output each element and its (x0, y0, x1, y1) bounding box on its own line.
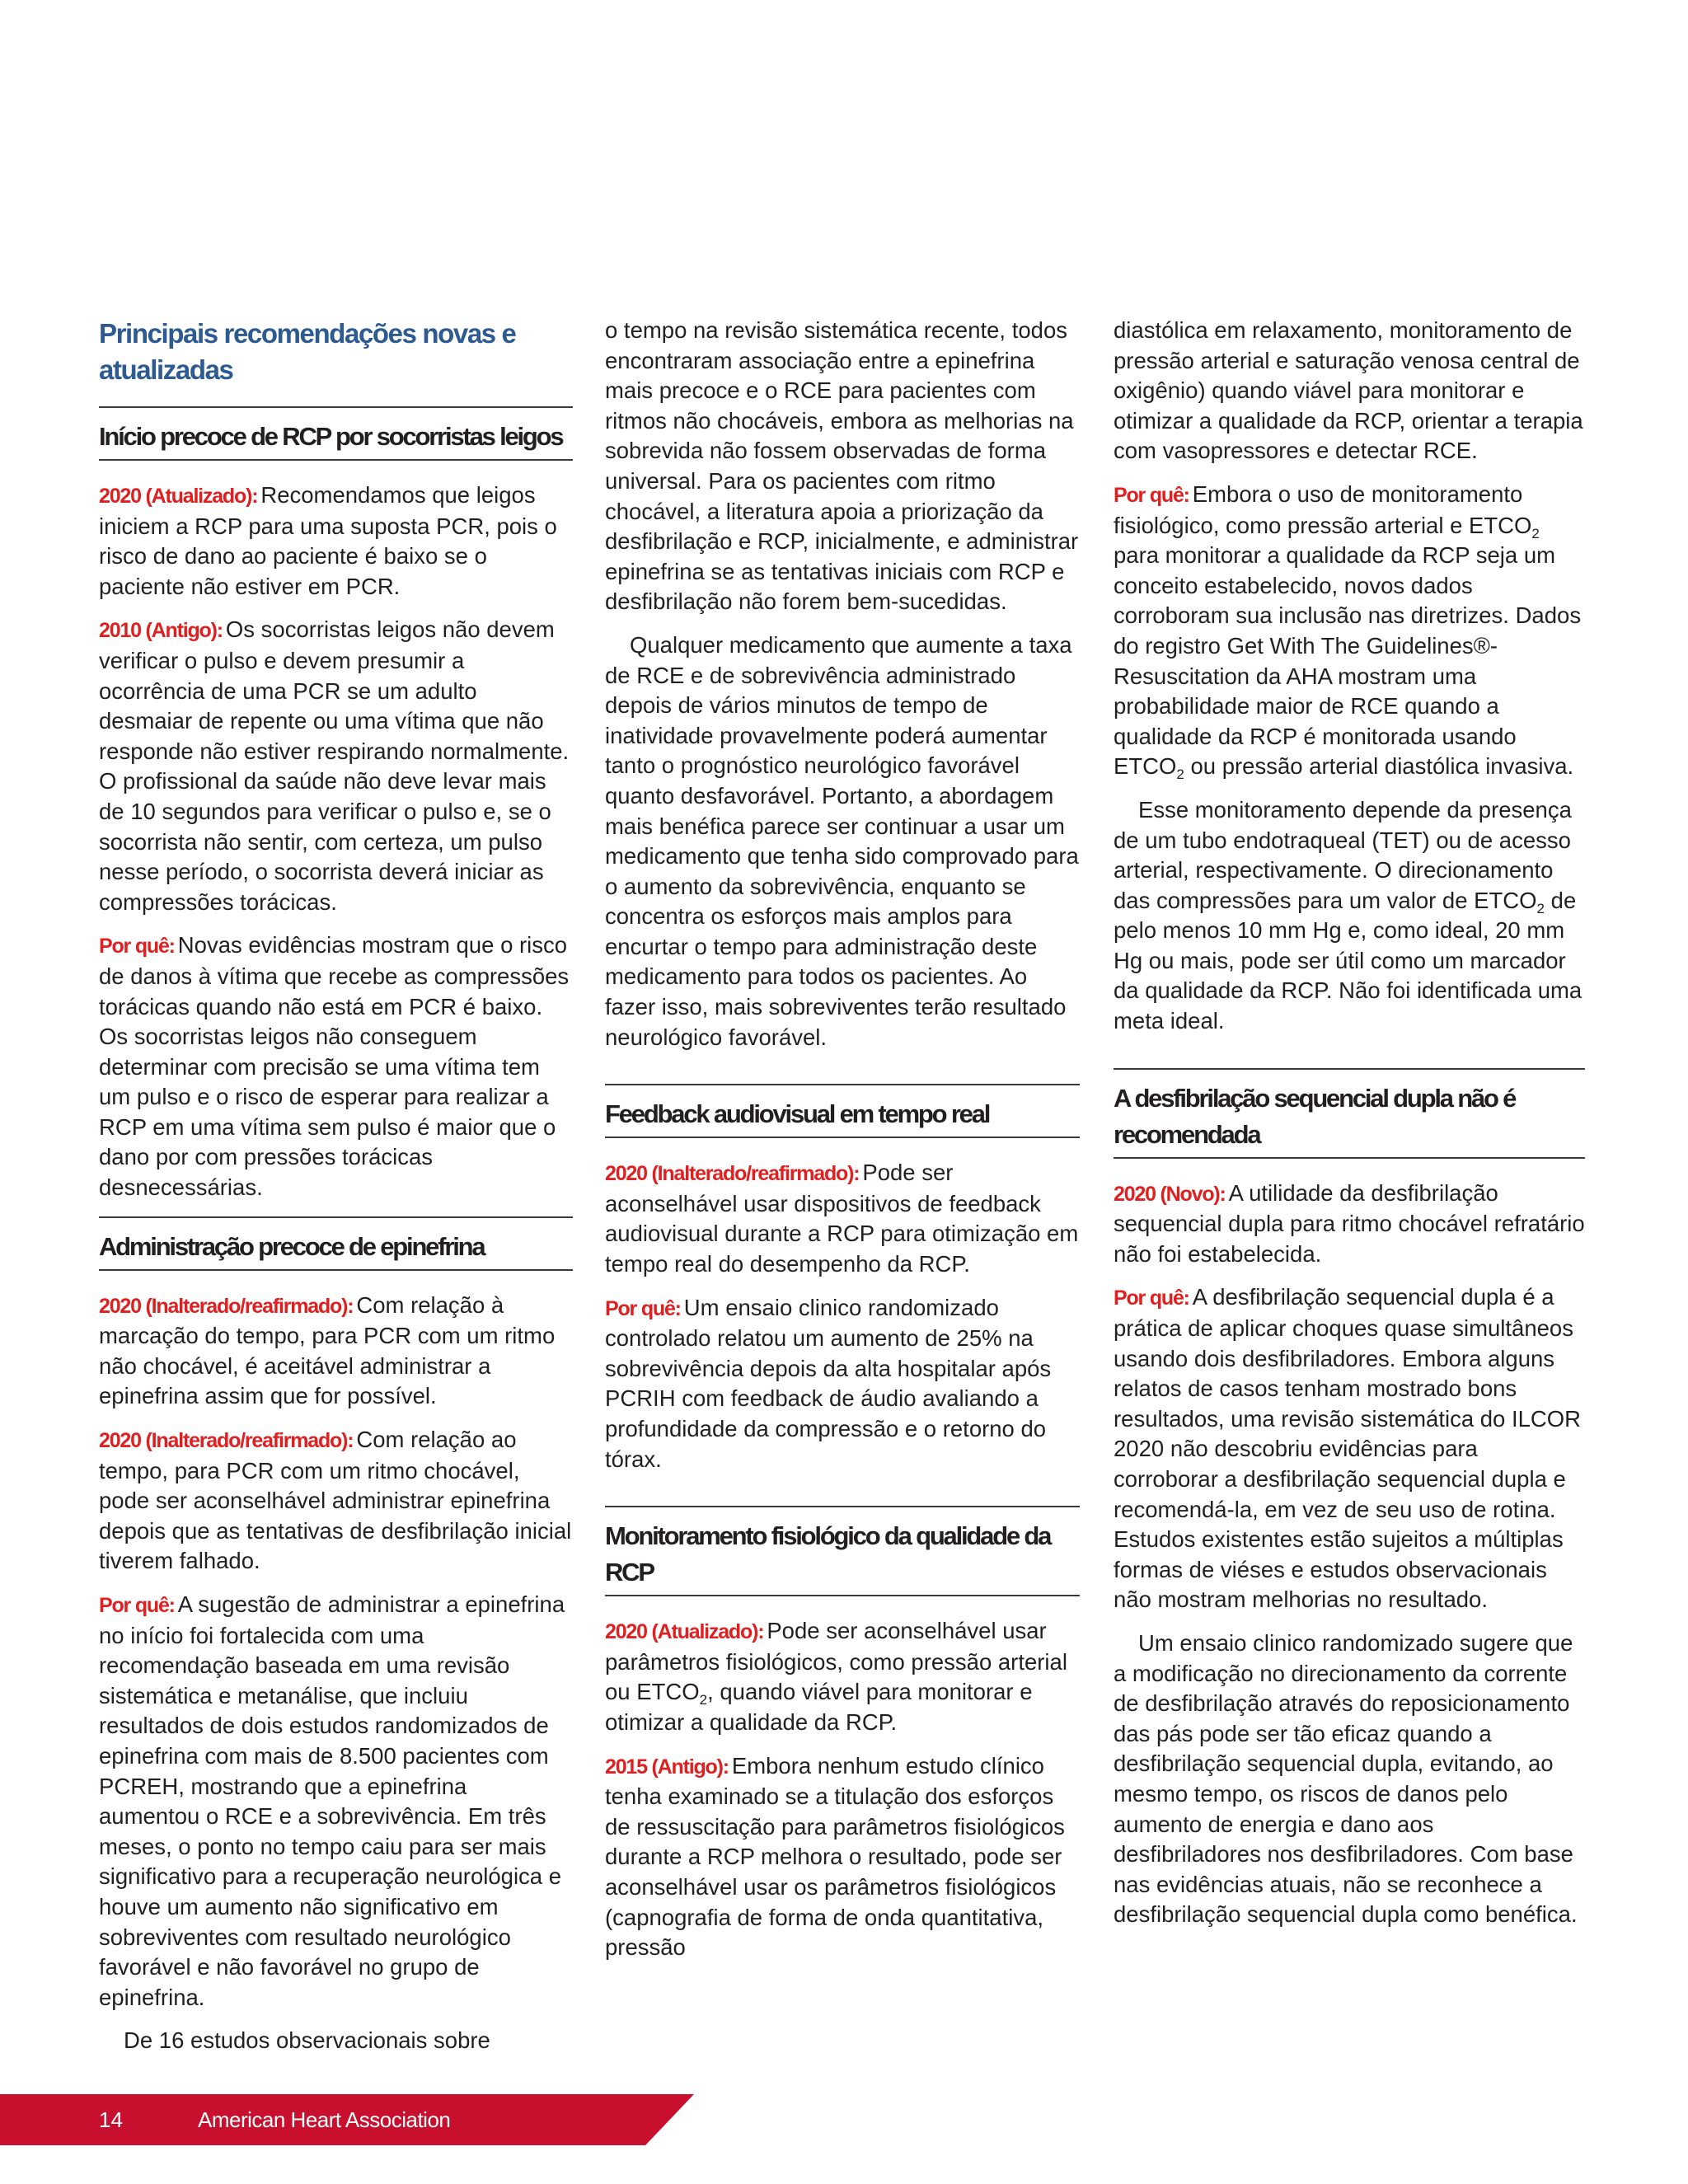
spacer (605, 1066, 1080, 1084)
paragraph-text: Embora o uso de monitoramento fisiológico, como pressão arterial e $ETCO_2$ para monitorar a qualidade da RCP seja um conceito estabelecido, novos dados corroboram sua inclusão nas diretrizes. Dados do registro Get With The Guidelines®-Resuscitation da AHA mostram uma probabilidade maior de RCE quando a qualidade da RCP é monitorada usando $ETCO_2$ ou pressão arterial diastólica invasiva. (1114, 480, 1582, 783)
paragraph-text: Com relação ao tempo, para PCR com um ritmo chocável, pode ser aconselhável administrar epinefrina depois que as tentativas de desfibrilação inicial tiverem falhado. (99, 1427, 572, 1574)
recommendation-paragraph (99, 1590, 573, 2013)
recommendation-paragraph (605, 1616, 1080, 1737)
recommendation-tag: 2020 (Inalterado/reafirmado): (605, 1162, 860, 1186)
section-heading (605, 1506, 1080, 1596)
paragraph-text: Recomendamos que leigos iniciem a RCP para uma suposta PCR, pois o risco de dano ao paciente é baixo se o paciente não estiver em PCR. (99, 482, 557, 599)
recommendation-tag: 2015 (Antigo): (605, 1755, 729, 1779)
recommendation-paragraph (1114, 480, 1585, 782)
recommendation-paragraph (99, 480, 573, 602)
column-1 (99, 316, 573, 2069)
body-paragraph: diastólica em relaxamento, monitoramento de pressão arterial e saturação venosa central de oxigênio) quando viável para monitorar e otimizar a qualidade da RCP, orientar a terapia com vasopressores e detectar RCE. (1114, 317, 1583, 464)
recommendation-paragraph (605, 1293, 1080, 1475)
section-heading (605, 1084, 1080, 1138)
recommendation-paragraph (99, 615, 573, 917)
recommendation-tag: Por quê: (99, 1594, 175, 1617)
section-heading (99, 406, 573, 461)
recommendation-paragraph (605, 1158, 1080, 1279)
body-paragraph: De 16 estudos observacionais sobre (124, 2027, 490, 2054)
paragraph-text: Um ensaio clinico randomizado controlado relatou um aumento de 25% na sobrevivência depois da alta hospitalar após PCRIH com feedback de áudio avaliando a profundidade da compressão e o retorno do tórax. (605, 1294, 1052, 1472)
body-paragraph: Esse monitoramento depende da presença de um tubo endotraqueal (TET) ou de acesso arterial, respectivamente. O direcionamento das compressões para um valor de $ETCO_2$ de pelo menos 10 mm Hg e, como ideal, 20 mm Hg ou mais, pode ser útil como um marcador da qualidade da RCP. Não foi identificada uma meta ideal. (1114, 796, 1582, 1034)
recommendation-tag: 2020 (Novo): (1114, 1182, 1226, 1206)
recommendation-tag: 2020 (Atualizado): (99, 485, 258, 508)
section-heading-text: Início precoce de RCP por socorristas leigos (99, 422, 563, 451)
section-heading-text: Feedback audiovisual em tempo real (605, 1099, 990, 1129)
recommendation-paragraph (99, 930, 573, 1202)
recommendation-paragraph (99, 1425, 573, 1577)
recommendation-tag: 2020 (Atualizado): (605, 1620, 764, 1644)
recommendation-tag: 2020 (Inalterado/reafirmado): (99, 1429, 354, 1453)
recommendation-tag: Por quê: (1114, 483, 1189, 507)
footer-organization: American Heart Association (198, 2107, 451, 2132)
recommendation-tag: 2020 (Inalterado/reafirmado): (99, 1294, 354, 1318)
paragraph-text: Novas evidências mostram que o risco de danos à vítima que recebe as compressões torácicas quando não está em PCR é baixo. Os socorristas leigos não conseguem determinar com precisão se uma vítima tem um pulso e o risco de esperar para realizar a RCP em uma vítima sem pulso é maior que o dano por com pressões torácicas desnecessárias. (99, 932, 570, 1201)
recommendation-tag: Por quê: (99, 935, 175, 958)
paragraph-text: Pode ser aconselhável usar parâmetros fisiológicos, como pressão arterial ou $ETCO_2$, quando viável para monitorar e otimizar a qualidade da RCP. (605, 1618, 1067, 1735)
recommendation-tag: Por quê: (605, 1296, 681, 1320)
paragraph-text: A desfibrilação sequencial dupla é a prática de aplicar choques quase simultâneos usando dois desfibriladores. Embora alguns relatos de casos tenham mostrado bons resultados, uma revisão sistemática do ILCOR 2020 não descobriu evidências para corroborar a desfibrilação sequencial dupla e recomendá-la, em vez de seu uso de rotina. Estudos existentes estão sujeitos a múltiplas formas de viéses e estudos observacionais não mostram melhorias no resultado. (1114, 1284, 1582, 1613)
section-heading-text: A desfibrilação sequencial dupla não é recomendada (1114, 1083, 1516, 1149)
section-heading (99, 1216, 573, 1271)
column-2 (605, 316, 1080, 1976)
paragraph-text: Com relação à marcação do tempo, para PCR com um ritmo não chocável, é aceitável administrar a epinefrina assim que for possível. (99, 1291, 556, 1409)
recommendation-paragraph (605, 1751, 1080, 1963)
column-3 (1114, 316, 1585, 1943)
page-number: 14 (99, 2107, 123, 2132)
section-heading-text: Administração precoce de epinefrina (99, 1231, 485, 1261)
recommendation-paragraph (1114, 1282, 1585, 1615)
recommendation-tag: 2010 (Antigo): (99, 619, 223, 643)
paragraph-text: A utilidade da desfibrilação sequencial dupla para ritmo chocável refratário não foi estabelecida. (1114, 1179, 1585, 1267)
spacer (1114, 1050, 1585, 1068)
body-paragraph: Qualquer medicamento que aumente a taxa de RCE e de sobrevivência administrado depois de vários minutos de tempo de inatividade provavelmente poderá aumentar tanto o prognóstico neurológico favorável quanto desfavorável. Portanto, a abordagem mais benéfica parece ser continuar a usar um medicamento que tenha sido comprovado para o aumento da sobrevivência, enquanto se concentra os esforços mais amplos para encurtar o tempo para administração deste medicamento para todos os pacientes. Ao fazer isso, mais sobreviventes terão resultado neurológico favorável. (605, 631, 1079, 1050)
paragraph-text: Pode ser aconselhável usar dispositivos de feedback audiovisual durante a RCP para otimização em tempo real do desempenho da RCP. (605, 1160, 1079, 1277)
spacer (605, 1488, 1080, 1506)
section-heading-text: Monitoramento fisiológico da qualidade da RCP (605, 1521, 1051, 1587)
paragraph-text: A sugestão de administrar a epinefrina no início foi fortalecida com uma recomendação baseada em uma revisão sistemática e metanálise, que incluiu resultados de dois estudos randomizados de epinefrina com mais de 8.500 pacientes com PCREH, mostrando que a epinefrina aumentou o RCE e a sobrevivência. Em três meses, o ponto no tempo caiu para ser mais significativo para a recuperação neurológica e houve um aumento não significativo em sobreviventes com resultado neurológico favorável e não favorável no grupo de epinefrina. (99, 1591, 565, 2010)
recommendation-tag: Por quê: (1114, 1286, 1189, 1310)
paragraph-text: Embora nenhum estudo clínico tenha examinado se a titulação dos esforços de ressuscitação para parâmetros fisiológicos durante a RCP melhora o resultado, pode ser aconselhável usar os parâmetros fisiológicos (capnografia de forma de onda quantitativa, pressão (605, 1752, 1065, 1961)
section-heading (1114, 1068, 1585, 1159)
recommendation-paragraph (99, 1291, 573, 1412)
paragraph-text: Os socorristas leigos não devem verificar o pulso e devem presumir a ocorrência de uma PCR se um adulto desmaiar de repente ou uma vítima que não responde não estiver respirando normalmente. O profissional da saúde não deve levar mais de 10 segundos para verificar o pulso e, se o socorrista não sentir, com certeza, um pulso nesse período, o socorrista deverá iniciar as compressões torácicas. (99, 616, 570, 915)
recommendation-paragraph (1114, 1179, 1585, 1270)
body-paragraph: Um ensaio clinico randomizado sugere que a modificação no direcionamento da corrente de desfibrilação através do reposicionamento das pás pode ser tão eficaz quando a desfibrilação sequencial dupla, evitando, ao mesmo tempo, os riscos de danos pelo aumento de energia e dano aos desfibriladores nos desfibriladores. Com base nas evidências atuais, não se reconhece a desfibrilação sequencial dupla como benéfica. (1114, 1629, 1578, 1928)
main-title: Principais recomendações novas e atualizadas (99, 318, 516, 385)
body-paragraph: o tempo na revisão sistemática recente, todos encontraram associação entre a epinefrina mais precoce e o RCE para pacientes com ritmos não chocáveis, embora as melhorias na sobrevida não fossem observadas de forma universal. Para os pacientes com ritmo chocável, a literatura apoia a priorização da desfibrilação e RCP, inicialmente, e administrar epinefrina se as tentativas iniciais com RCP e desfibrilação não forem bem-sucedidas. (605, 317, 1079, 615)
